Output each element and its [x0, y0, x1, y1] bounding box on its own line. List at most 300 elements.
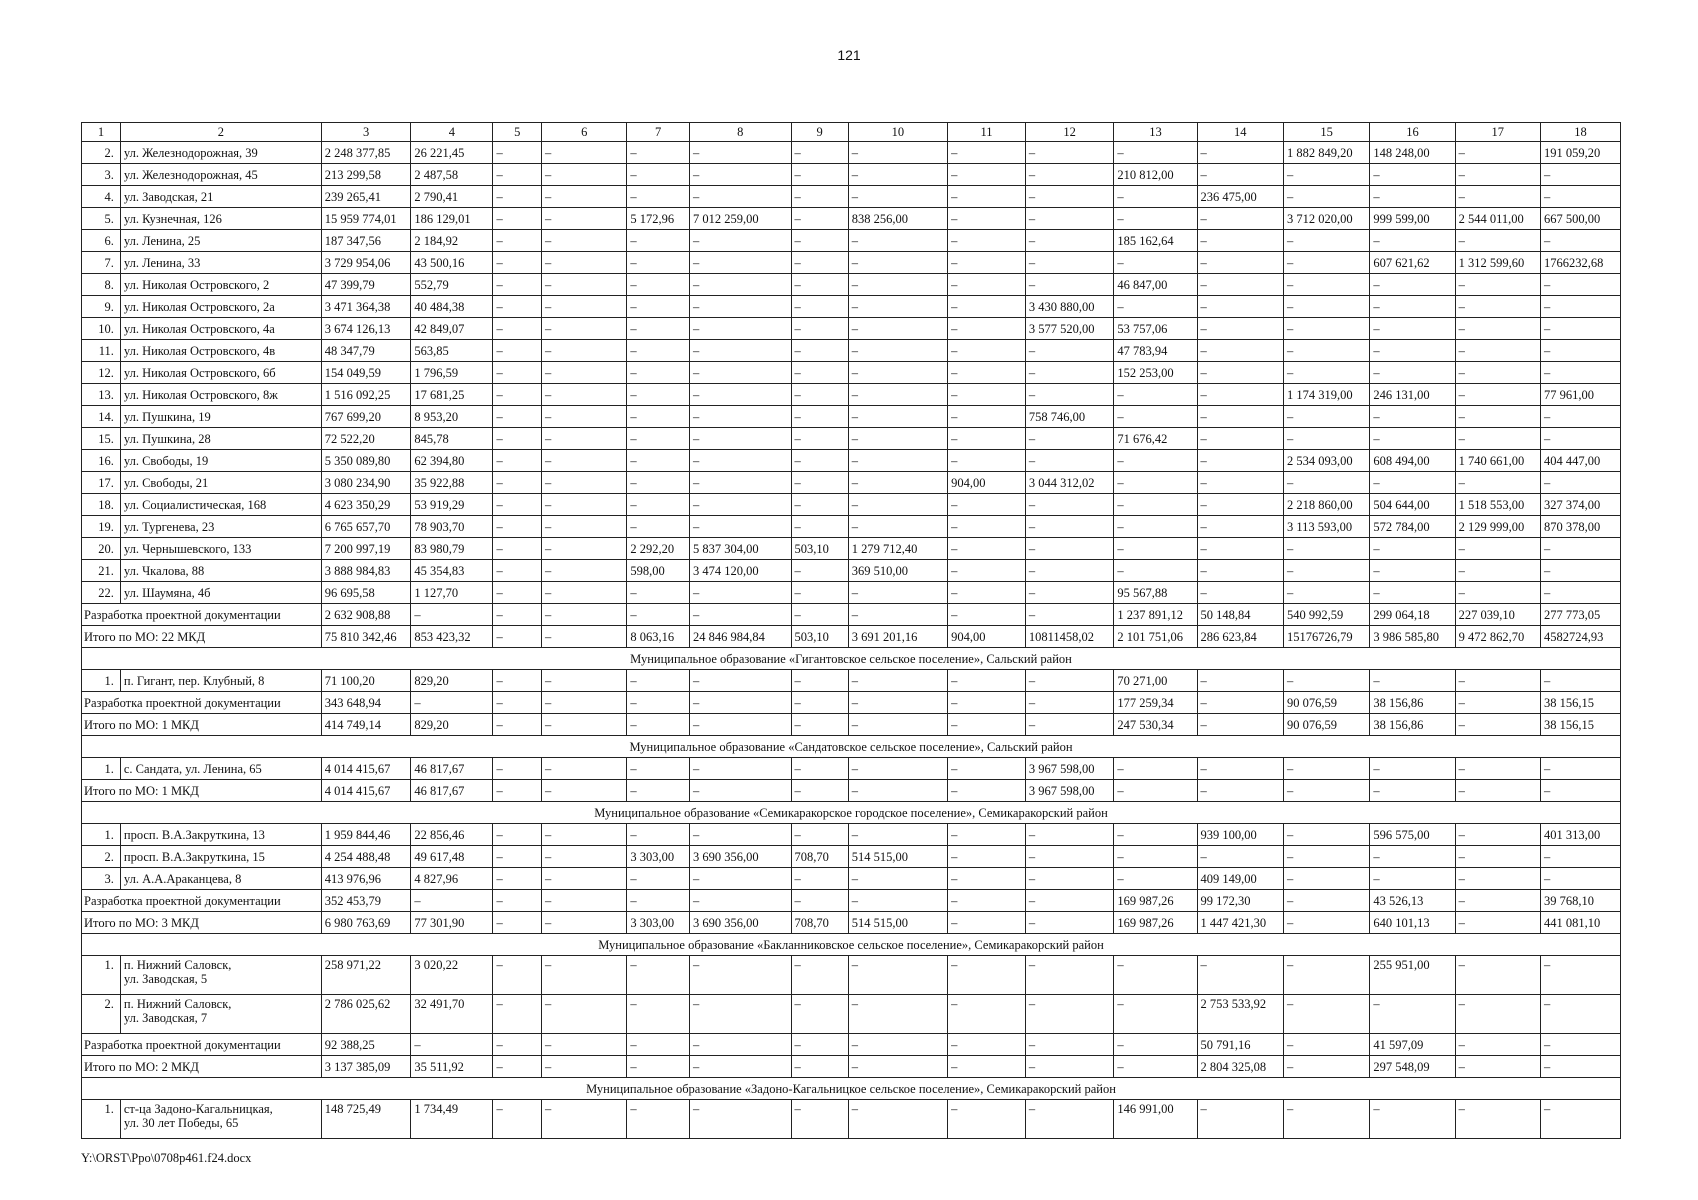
value-cell: –: [542, 758, 627, 780]
value-cell: –: [791, 230, 848, 252]
value-cell: –: [1455, 384, 1540, 406]
value-cell: –: [1455, 472, 1540, 494]
summary-label: Итого по МО: 1 МКД: [82, 714, 322, 736]
value-cell: –: [848, 604, 947, 626]
value-cell: –: [1370, 868, 1455, 890]
value-cell: –: [948, 692, 1026, 714]
value-cell: –: [689, 472, 791, 494]
value-cell: 99 172,30: [1197, 890, 1283, 912]
value-cell: –: [1455, 318, 1540, 340]
value-cell: 177 259,34: [1114, 692, 1197, 714]
value-cell: 3 020,22: [411, 956, 493, 995]
value-cell: –: [948, 230, 1026, 252]
value-cell: –: [542, 1056, 627, 1078]
value-cell: 3 691 201,16: [848, 626, 947, 648]
value-cell: –: [493, 450, 542, 472]
value-cell: –: [1540, 164, 1620, 186]
value-cell: –: [1197, 670, 1283, 692]
value-cell: –: [689, 428, 791, 450]
value-cell: –: [1114, 208, 1197, 230]
value-cell: –: [848, 956, 947, 995]
column-header: 5: [493, 123, 542, 142]
value-cell: –: [1540, 274, 1620, 296]
row-number: 16.: [82, 450, 121, 472]
value-cell: –: [1025, 538, 1114, 560]
value-cell: –: [1455, 824, 1540, 846]
value-cell: –: [1283, 780, 1369, 802]
value-cell: 77 301,90: [411, 912, 493, 934]
row-number: 1.: [82, 824, 121, 846]
value-cell: –: [1025, 516, 1114, 538]
value-cell: –: [1455, 1034, 1540, 1056]
table-row: [82, 252, 1621, 274]
value-cell: –: [1283, 956, 1369, 995]
value-cell: 3 674 126,13: [321, 318, 411, 340]
value-cell: 3 430 880,00: [1025, 296, 1114, 318]
value-cell: 90 076,59: [1283, 714, 1369, 736]
address-cell: ул. Николая Островского, 6б: [120, 362, 321, 384]
summary-label: Разработка проектной документации: [82, 890, 322, 912]
value-cell: –: [1370, 274, 1455, 296]
address-cell: ул. Свободы, 19: [120, 450, 321, 472]
column-header: 16: [1370, 123, 1455, 142]
table-row: [82, 758, 1621, 780]
value-cell: 15 959 774,01: [321, 208, 411, 230]
row-number: 18.: [82, 494, 121, 516]
value-cell: 154 049,59: [321, 362, 411, 384]
value-cell: –: [627, 142, 690, 164]
summary-row: [82, 692, 1621, 714]
value-cell: –: [493, 340, 542, 362]
value-cell: 1 174 319,00: [1283, 384, 1369, 406]
value-cell: –: [1370, 186, 1455, 208]
row-number: 6.: [82, 230, 121, 252]
value-cell: –: [1455, 670, 1540, 692]
value-cell: 186 129,01: [411, 208, 493, 230]
value-cell: –: [542, 296, 627, 318]
value-cell: –: [848, 890, 947, 912]
value-cell: –: [1283, 824, 1369, 846]
value-cell: –: [1025, 208, 1114, 230]
value-cell: 504 644,00: [1370, 494, 1455, 516]
value-cell: –: [1025, 142, 1114, 164]
value-cell: –: [1455, 296, 1540, 318]
value-cell: 563,85: [411, 340, 493, 362]
value-cell: –: [542, 538, 627, 560]
value-cell: 3 577 520,00: [1025, 318, 1114, 340]
value-cell: –: [542, 274, 627, 296]
value-cell: –: [948, 516, 1026, 538]
address-cell: ул. Ленина, 25: [120, 230, 321, 252]
value-cell: –: [948, 670, 1026, 692]
value-cell: 48 347,79: [321, 340, 411, 362]
value-cell: 53 757,06: [1114, 318, 1197, 340]
value-cell: –: [1025, 692, 1114, 714]
value-cell: –: [1114, 252, 1197, 274]
value-cell: –: [627, 758, 690, 780]
value-cell: –: [493, 230, 542, 252]
value-cell: –: [948, 494, 1026, 516]
value-cell: 2 790,41: [411, 186, 493, 208]
value-cell: –: [1283, 362, 1369, 384]
summary-row: [82, 604, 1621, 626]
value-cell: 607 621,62: [1370, 252, 1455, 274]
value-cell: –: [791, 494, 848, 516]
value-cell: –: [1114, 494, 1197, 516]
value-cell: –: [791, 1056, 848, 1078]
column-header: 11: [948, 123, 1026, 142]
value-cell: 46 847,00: [1114, 274, 1197, 296]
value-cell: 236 475,00: [1197, 186, 1283, 208]
value-cell: –: [1455, 758, 1540, 780]
address-cell: просп. В.А.Закруткина, 13: [120, 824, 321, 846]
value-cell: –: [493, 1056, 542, 1078]
value-cell: –: [542, 692, 627, 714]
summary-label: Итого по МО: 1 МКД: [82, 780, 322, 802]
value-cell: 2 248 377,85: [321, 142, 411, 164]
value-cell: –: [542, 1100, 627, 1139]
value-cell: 552,79: [411, 274, 493, 296]
row-number: 17.: [82, 472, 121, 494]
value-cell: 608 494,00: [1370, 450, 1455, 472]
value-cell: –: [542, 670, 627, 692]
value-cell: 38 156,86: [1370, 714, 1455, 736]
address-cell: ул. Николая Островского, 2а: [120, 296, 321, 318]
value-cell: 43 526,13: [1370, 890, 1455, 912]
value-cell: –: [1114, 824, 1197, 846]
value-cell: –: [791, 670, 848, 692]
summary-label: Итого по МО: 22 МКД: [82, 626, 322, 648]
municipality-section-row: [82, 802, 1621, 824]
value-cell: 413 976,96: [321, 868, 411, 890]
value-cell: –: [1025, 384, 1114, 406]
value-cell: –: [791, 274, 848, 296]
address-line-1: п. Нижний Саловск,: [123, 958, 232, 972]
value-cell: –: [948, 164, 1026, 186]
value-cell: 191 059,20: [1540, 142, 1620, 164]
column-header: 18: [1540, 123, 1620, 142]
value-cell: –: [1025, 1056, 1114, 1078]
value-cell: –: [848, 406, 947, 428]
value-cell: –: [627, 868, 690, 890]
value-cell: –: [1540, 846, 1620, 868]
value-cell: 3 729 954,06: [321, 252, 411, 274]
value-cell: –: [1197, 692, 1283, 714]
value-cell: –: [1114, 1034, 1197, 1056]
value-cell: –: [1455, 164, 1540, 186]
value-cell: –: [1540, 340, 1620, 362]
value-cell: 38 156,15: [1540, 714, 1620, 736]
value-cell: –: [542, 714, 627, 736]
value-cell: –: [493, 692, 542, 714]
value-cell: –: [627, 995, 690, 1034]
value-cell: –: [1540, 1034, 1620, 1056]
value-cell: –: [493, 362, 542, 384]
value-cell: –: [627, 274, 690, 296]
summary-row: [82, 780, 1621, 802]
value-cell: 255 951,00: [1370, 956, 1455, 995]
value-cell: –: [493, 780, 542, 802]
value-cell: –: [948, 714, 1026, 736]
value-cell: –: [1025, 956, 1114, 995]
value-cell: –: [1370, 230, 1455, 252]
value-cell: 1 882 849,20: [1283, 142, 1369, 164]
value-cell: –: [948, 758, 1026, 780]
value-cell: –: [542, 1034, 627, 1056]
value-cell: 3 986 585,80: [1370, 626, 1455, 648]
value-cell: 152 253,00: [1114, 362, 1197, 384]
value-cell: 829,20: [411, 670, 493, 692]
address-cell: ул. Шаумяна, 4б: [120, 582, 321, 604]
value-cell: 3 080 234,90: [321, 472, 411, 494]
value-cell: –: [493, 714, 542, 736]
table-row: [82, 230, 1621, 252]
row-number: 1.: [82, 1100, 121, 1139]
value-cell: 10811458,02: [1025, 626, 1114, 648]
value-cell: 2 786 025,62: [321, 995, 411, 1034]
value-cell: –: [1025, 450, 1114, 472]
value-cell: –: [627, 406, 690, 428]
value-cell: –: [1197, 780, 1283, 802]
value-cell: 247 530,34: [1114, 714, 1197, 736]
value-cell: –: [627, 296, 690, 318]
value-cell: –: [1197, 274, 1283, 296]
value-cell: 6 980 763,69: [321, 912, 411, 934]
file-path-footer: Y:\ORST\Ppo\0708p461.f24.docx: [81, 1151, 252, 1165]
value-cell: –: [493, 142, 542, 164]
value-cell: –: [848, 340, 947, 362]
value-cell: 15176726,79: [1283, 626, 1369, 648]
value-cell: –: [1283, 164, 1369, 186]
value-cell: 540 992,59: [1283, 604, 1369, 626]
value-cell: –: [848, 428, 947, 450]
value-cell: –: [848, 1056, 947, 1078]
value-cell: 35 511,92: [411, 1056, 493, 1078]
value-cell: –: [1455, 868, 1540, 890]
value-cell: –: [1114, 406, 1197, 428]
row-number: 21.: [82, 560, 121, 582]
value-cell: –: [689, 890, 791, 912]
table-row: [82, 296, 1621, 318]
value-cell: –: [848, 714, 947, 736]
value-cell: –: [1540, 186, 1620, 208]
summary-row: [82, 912, 1621, 934]
value-cell: 6 765 657,70: [321, 516, 411, 538]
row-number: 13.: [82, 384, 121, 406]
value-cell: –: [1025, 230, 1114, 252]
value-cell: –: [848, 1100, 947, 1139]
value-cell: –: [1025, 846, 1114, 868]
value-cell: –: [791, 318, 848, 340]
value-cell: 2 804 325,08: [1197, 1056, 1283, 1078]
value-cell: –: [1283, 472, 1369, 494]
value-cell: 1766232,68: [1540, 252, 1620, 274]
value-cell: –: [1197, 714, 1283, 736]
value-cell: –: [1455, 846, 1540, 868]
value-cell: 83 980,79: [411, 538, 493, 560]
value-cell: 503,10: [791, 538, 848, 560]
value-cell: –: [848, 758, 947, 780]
address-cell: ул. Николая Островского, 2: [120, 274, 321, 296]
value-cell: –: [791, 560, 848, 582]
address-cell: ул. Николая Островского, 4в: [120, 340, 321, 362]
row-number: 15.: [82, 428, 121, 450]
value-cell: 169 987,26: [1114, 890, 1197, 912]
value-cell: –: [948, 956, 1026, 995]
value-cell: 213 299,58: [321, 164, 411, 186]
value-cell: 38 156,86: [1370, 692, 1455, 714]
value-cell: –: [542, 582, 627, 604]
value-cell: –: [1370, 846, 1455, 868]
value-cell: –: [689, 494, 791, 516]
value-cell: –: [689, 186, 791, 208]
value-cell: –: [627, 428, 690, 450]
row-number: 14.: [82, 406, 121, 428]
value-cell: –: [848, 582, 947, 604]
value-cell: –: [1540, 538, 1620, 560]
value-cell: –: [1283, 670, 1369, 692]
table-row: [82, 582, 1621, 604]
value-cell: –: [948, 406, 1026, 428]
value-cell: –: [1025, 560, 1114, 582]
value-cell: –: [1540, 560, 1620, 582]
value-cell: 71 100,20: [321, 670, 411, 692]
value-cell: –: [1370, 428, 1455, 450]
address-cell: ул. Тургенева, 23: [120, 516, 321, 538]
value-cell: 38 156,15: [1540, 692, 1620, 714]
value-cell: –: [542, 956, 627, 995]
value-cell: –: [1540, 472, 1620, 494]
municipality-heading: Муниципальное образование «Гигантовское сельское поселение», Сальский район: [82, 648, 1621, 670]
municipality-section-row: [82, 934, 1621, 956]
table-row: [82, 450, 1621, 472]
value-cell: –: [627, 1034, 690, 1056]
value-cell: –: [948, 1100, 1026, 1139]
summary-row: [82, 890, 1621, 912]
value-cell: –: [948, 846, 1026, 868]
address-cell: ул. Железнодорожная, 45: [120, 164, 321, 186]
value-cell: 187 347,56: [321, 230, 411, 252]
value-cell: –: [1370, 758, 1455, 780]
value-cell: –: [1540, 780, 1620, 802]
value-cell: 42 849,07: [411, 318, 493, 340]
value-cell: –: [1283, 1056, 1369, 1078]
address-cell: с. Сандата, ул. Ленина, 65: [120, 758, 321, 780]
value-cell: 49 617,48: [411, 846, 493, 868]
value-cell: –: [493, 252, 542, 274]
value-cell: 3 888 984,83: [321, 560, 411, 582]
value-cell: –: [542, 516, 627, 538]
value-cell: –: [1370, 472, 1455, 494]
row-number: 20.: [82, 538, 121, 560]
value-cell: –: [1114, 450, 1197, 472]
value-cell: –: [542, 846, 627, 868]
value-cell: –: [1283, 995, 1369, 1034]
summary-row: [82, 1056, 1621, 1078]
value-cell: –: [493, 186, 542, 208]
value-cell: 4 827,96: [411, 868, 493, 890]
value-cell: –: [1197, 494, 1283, 516]
value-cell: –: [689, 450, 791, 472]
value-cell: –: [1197, 582, 1283, 604]
value-cell: –: [848, 142, 947, 164]
value-cell: –: [627, 582, 690, 604]
value-cell: –: [1197, 252, 1283, 274]
value-cell: –: [1370, 164, 1455, 186]
column-header: 2: [120, 123, 321, 142]
value-cell: 71 676,42: [1114, 428, 1197, 450]
value-cell: –: [1025, 824, 1114, 846]
value-cell: –: [791, 824, 848, 846]
value-cell: –: [689, 384, 791, 406]
value-cell: 227 039,10: [1455, 604, 1540, 626]
value-cell: –: [1455, 230, 1540, 252]
value-cell: –: [1540, 230, 1620, 252]
value-cell: –: [1455, 1100, 1540, 1139]
row-number: 2.: [82, 846, 121, 868]
value-cell: –: [948, 604, 1026, 626]
value-cell: –: [1025, 274, 1114, 296]
value-cell: 2 218 860,00: [1283, 494, 1369, 516]
value-cell: –: [493, 1100, 542, 1139]
value-cell: –: [848, 274, 947, 296]
value-cell: –: [627, 186, 690, 208]
column-header: 12: [1025, 123, 1114, 142]
value-cell: –: [1197, 318, 1283, 340]
value-cell: –: [791, 868, 848, 890]
row-number: 1.: [82, 670, 121, 692]
value-cell: 4 623 350,29: [321, 494, 411, 516]
value-cell: –: [542, 868, 627, 890]
value-cell: –: [1540, 670, 1620, 692]
value-cell: –: [493, 164, 542, 186]
value-cell: 246 131,00: [1370, 384, 1455, 406]
value-cell: –: [791, 890, 848, 912]
value-cell: –: [542, 428, 627, 450]
value-cell: –: [1025, 252, 1114, 274]
value-cell: –: [493, 890, 542, 912]
value-cell: 95 567,88: [1114, 582, 1197, 604]
value-cell: –: [848, 670, 947, 692]
value-cell: –: [493, 274, 542, 296]
address-cell: ул. Николая Островского, 8ж: [120, 384, 321, 406]
value-cell: 148 725,49: [321, 1100, 411, 1139]
value-cell: –: [1025, 890, 1114, 912]
value-cell: –: [493, 670, 542, 692]
value-cell: –: [689, 296, 791, 318]
value-cell: –: [1283, 846, 1369, 868]
value-cell: –: [493, 956, 542, 995]
municipality-heading: Муниципальное образование «Сандатовское сельское поселение», Сальский район: [82, 736, 1621, 758]
value-cell: 1 959 844,46: [321, 824, 411, 846]
value-cell: 1 447 421,30: [1197, 912, 1283, 934]
value-cell: 24 846 984,84: [689, 626, 791, 648]
value-cell: 46 817,67: [411, 780, 493, 802]
value-cell: –: [1197, 758, 1283, 780]
value-cell: –: [1114, 538, 1197, 560]
row-number: 3.: [82, 868, 121, 890]
value-cell: –: [791, 516, 848, 538]
value-cell: –: [1455, 692, 1540, 714]
value-cell: 47 399,79: [321, 274, 411, 296]
table-row: [82, 472, 1621, 494]
value-cell: –: [791, 995, 848, 1034]
value-cell: –: [1540, 995, 1620, 1034]
value-cell: –: [627, 318, 690, 340]
value-cell: –: [1114, 186, 1197, 208]
value-cell: 26 221,45: [411, 142, 493, 164]
value-cell: –: [1283, 538, 1369, 560]
